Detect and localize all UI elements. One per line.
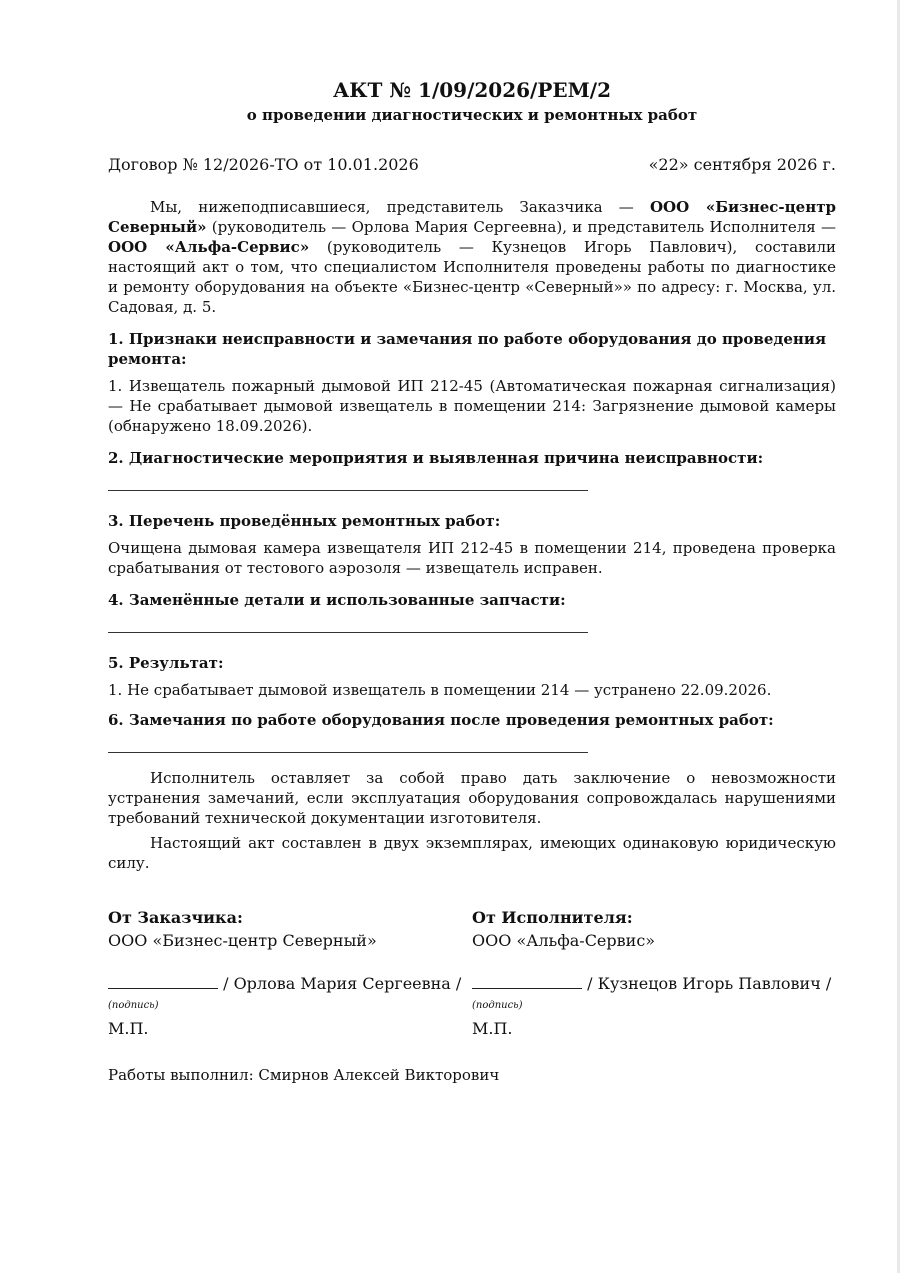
customer-stamp-place: М.П. [108,1019,149,1038]
section-2-heading: 2. Диагностические мероприятия и выявленная причина неисправности: [108,449,764,467]
customer-organization: ООО «Бизнес-центр Северный» [108,931,377,950]
section-2-blank-line [108,489,588,491]
section-5-text: 1. Не срабатывает дымовой извещатель в помещении 214 — устранено 22.09.2026. [108,681,772,699]
customer-signatory-name: / Орлова Мария Сергеевна / [218,974,462,993]
contractor-signature-underline [472,973,582,989]
act-date: «22» сентября 2026 г. [648,155,836,174]
section-6-blank-line [108,751,588,753]
act-subtitle: о проведении диагностических и ремонтных работ [246,106,698,124]
section-4-blank-line [108,631,588,633]
copies-paragraph: Настоящий акт составлен в двух экземплярах, имеющих одинаковую юридическую силу. [108,834,836,872]
section-1-heading: 1. Признаки неисправности и замечания по работе оборудования до проведения ремонта: [108,330,827,368]
section-3-heading: 3. Перечень проведённых ремонтных работ: [108,512,501,530]
act-title: АКТ № 1/09/2026/РЕМ/2 [333,78,611,102]
intro-text-1: Мы, нижеподписавшиеся, представитель Заказчика — [150,198,650,216]
signatures-block [108,908,836,1039]
intro-text-3: (руководитель — Кузнецов Игорь Павлович), составили настоящий акт о том, что специалистом Исполнителя проведены работы по диагностике и ремонту оборудования на объекте «Бизнес-центр «Северный»» по адресу: г. Москва, ул. Садовая, д. 5. [108,238,836,316]
contractor-signature-caption: (подпись) [472,1000,523,1011]
section-4-heading: 4. Заменённые детали и использованные запчасти: [108,591,566,609]
customer-name: ООО «Бизнес-центр Северный» [108,198,836,236]
contractor-organization: ООО «Альфа-Сервис» [472,931,656,950]
contractor-signature-column [472,908,836,1039]
section-6-heading: 6. Замечания по работе оборудования после проведения ремонтных работ: [108,711,774,729]
contractor-name: ООО «Альфа-Сервис» [108,238,310,256]
reservation-paragraph: Исполнитель оставляет за собой право дать заключение о невозможности устранения замечаний, если эксплуатация оборудования сопровождалась нарушениями требований технической документации изготовителя. [108,769,836,827]
customer-signature-underline [108,973,218,989]
contractor-signature-heading: От Исполнителя: [472,908,633,927]
performed-by: Работы выполнил: Смирнов Алексей Викторович [108,1066,500,1084]
customer-signature-heading: От Заказчика: [108,908,243,927]
contractor-signature-line [472,973,836,994]
customer-signature-column [108,908,472,1039]
section-5-heading: 5. Результат: [108,654,224,672]
intro-text-2: (руководитель — Орлова Мария Сергеевна), и представитель Исполнителя — [206,218,836,236]
contractor-signatory-name: / Кузнецов Игорь Павлович / [582,974,832,993]
section-1-text: 1. Извещатель пожарный дымовой ИП 212-45 (Автоматическая пожарная сигнализация) — Не срабатывает дымовой извещатель в помещении 214: Загрязнение дымовой камеры (обнаружено 18.09.2026). [108,377,836,435]
section-3-text: Очищена дымовая камера извещателя ИП 212-45 в помещении 214, проведена проверка срабатывания от тестового аэрозоля — извещатель исправен. [108,539,836,577]
contract-reference: Договор № 12/2026-ТО от 10.01.2026 [108,155,419,174]
contractor-stamp-place: М.П. [472,1019,513,1038]
contract-date-row [108,155,836,175]
customer-signature-line [108,973,472,994]
intro-paragraph [108,197,836,317]
customer-signature-caption: (подпись) [108,1000,159,1011]
